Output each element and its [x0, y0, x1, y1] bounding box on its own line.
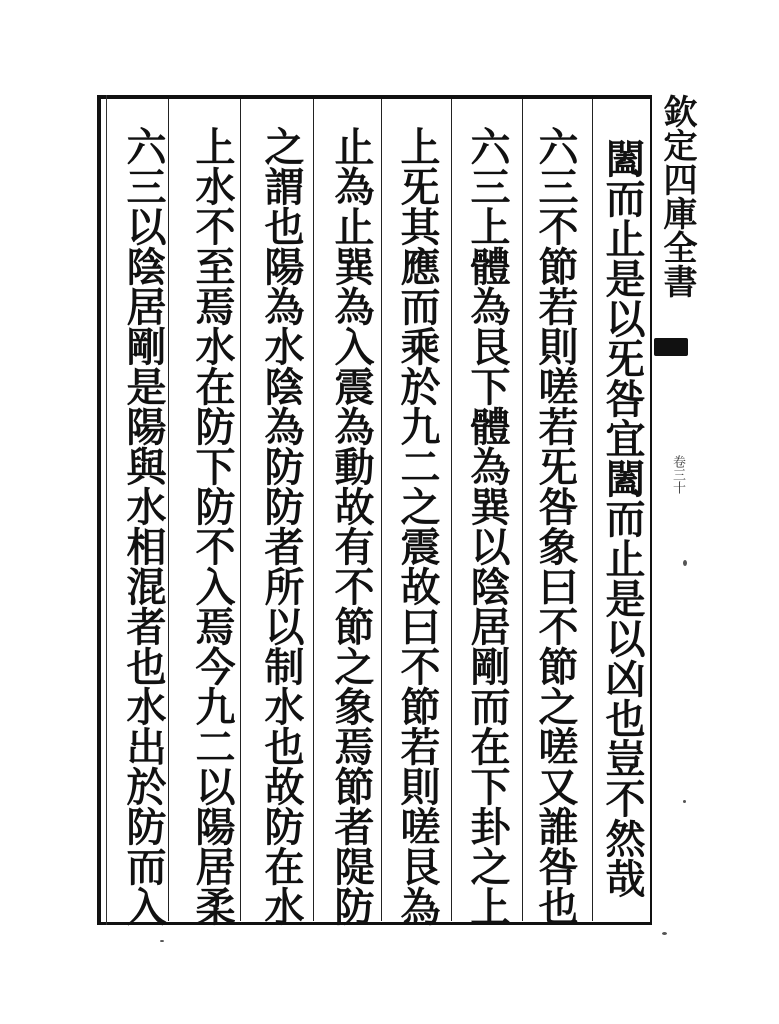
scan-speck: [683, 800, 686, 803]
column-rule: [381, 99, 382, 921]
frame-inner-line: [106, 95, 107, 925]
text-column-2: 六三不節若則嗟若旡咎象曰不節之嗟又誰咎也: [532, 126, 579, 926]
scan-speck: [662, 932, 667, 935]
column-rule: [522, 99, 523, 921]
text-column-1: 闔而止是以旡咎宜闔而止是以凶也豈不然哉: [599, 138, 646, 898]
text-column-7: 上水不至焉水在防下防不入焉今九二以陽居柔: [189, 126, 236, 926]
text-column-8: 六三以陰居剛是陽與水相混者也水出於防而入: [120, 126, 167, 926]
column-rule: [313, 99, 314, 921]
scan-speck: [160, 940, 164, 942]
scan-speck: [683, 560, 687, 566]
column-rule: [168, 99, 169, 921]
text-column-3: 六三上體為艮下體為巽以陰居剛而在下卦之上: [464, 126, 511, 926]
column-rule: [451, 99, 452, 921]
text-column-6: 之謂也陽為水陰為防防者所以制水也故防在水: [258, 126, 305, 926]
text-column-4: 上旡其應而乘於九二之震故曰不節若則嗟艮為: [394, 126, 441, 926]
text-column-5: 止為止巽為入震為動故有不節之象焉節者隄防: [328, 126, 375, 926]
volume-label: 卷三十: [670, 455, 685, 494]
fishtail-mark: [654, 338, 688, 356]
column-rule: [240, 99, 241, 921]
book-title: 欽定四庫全書: [657, 94, 697, 298]
